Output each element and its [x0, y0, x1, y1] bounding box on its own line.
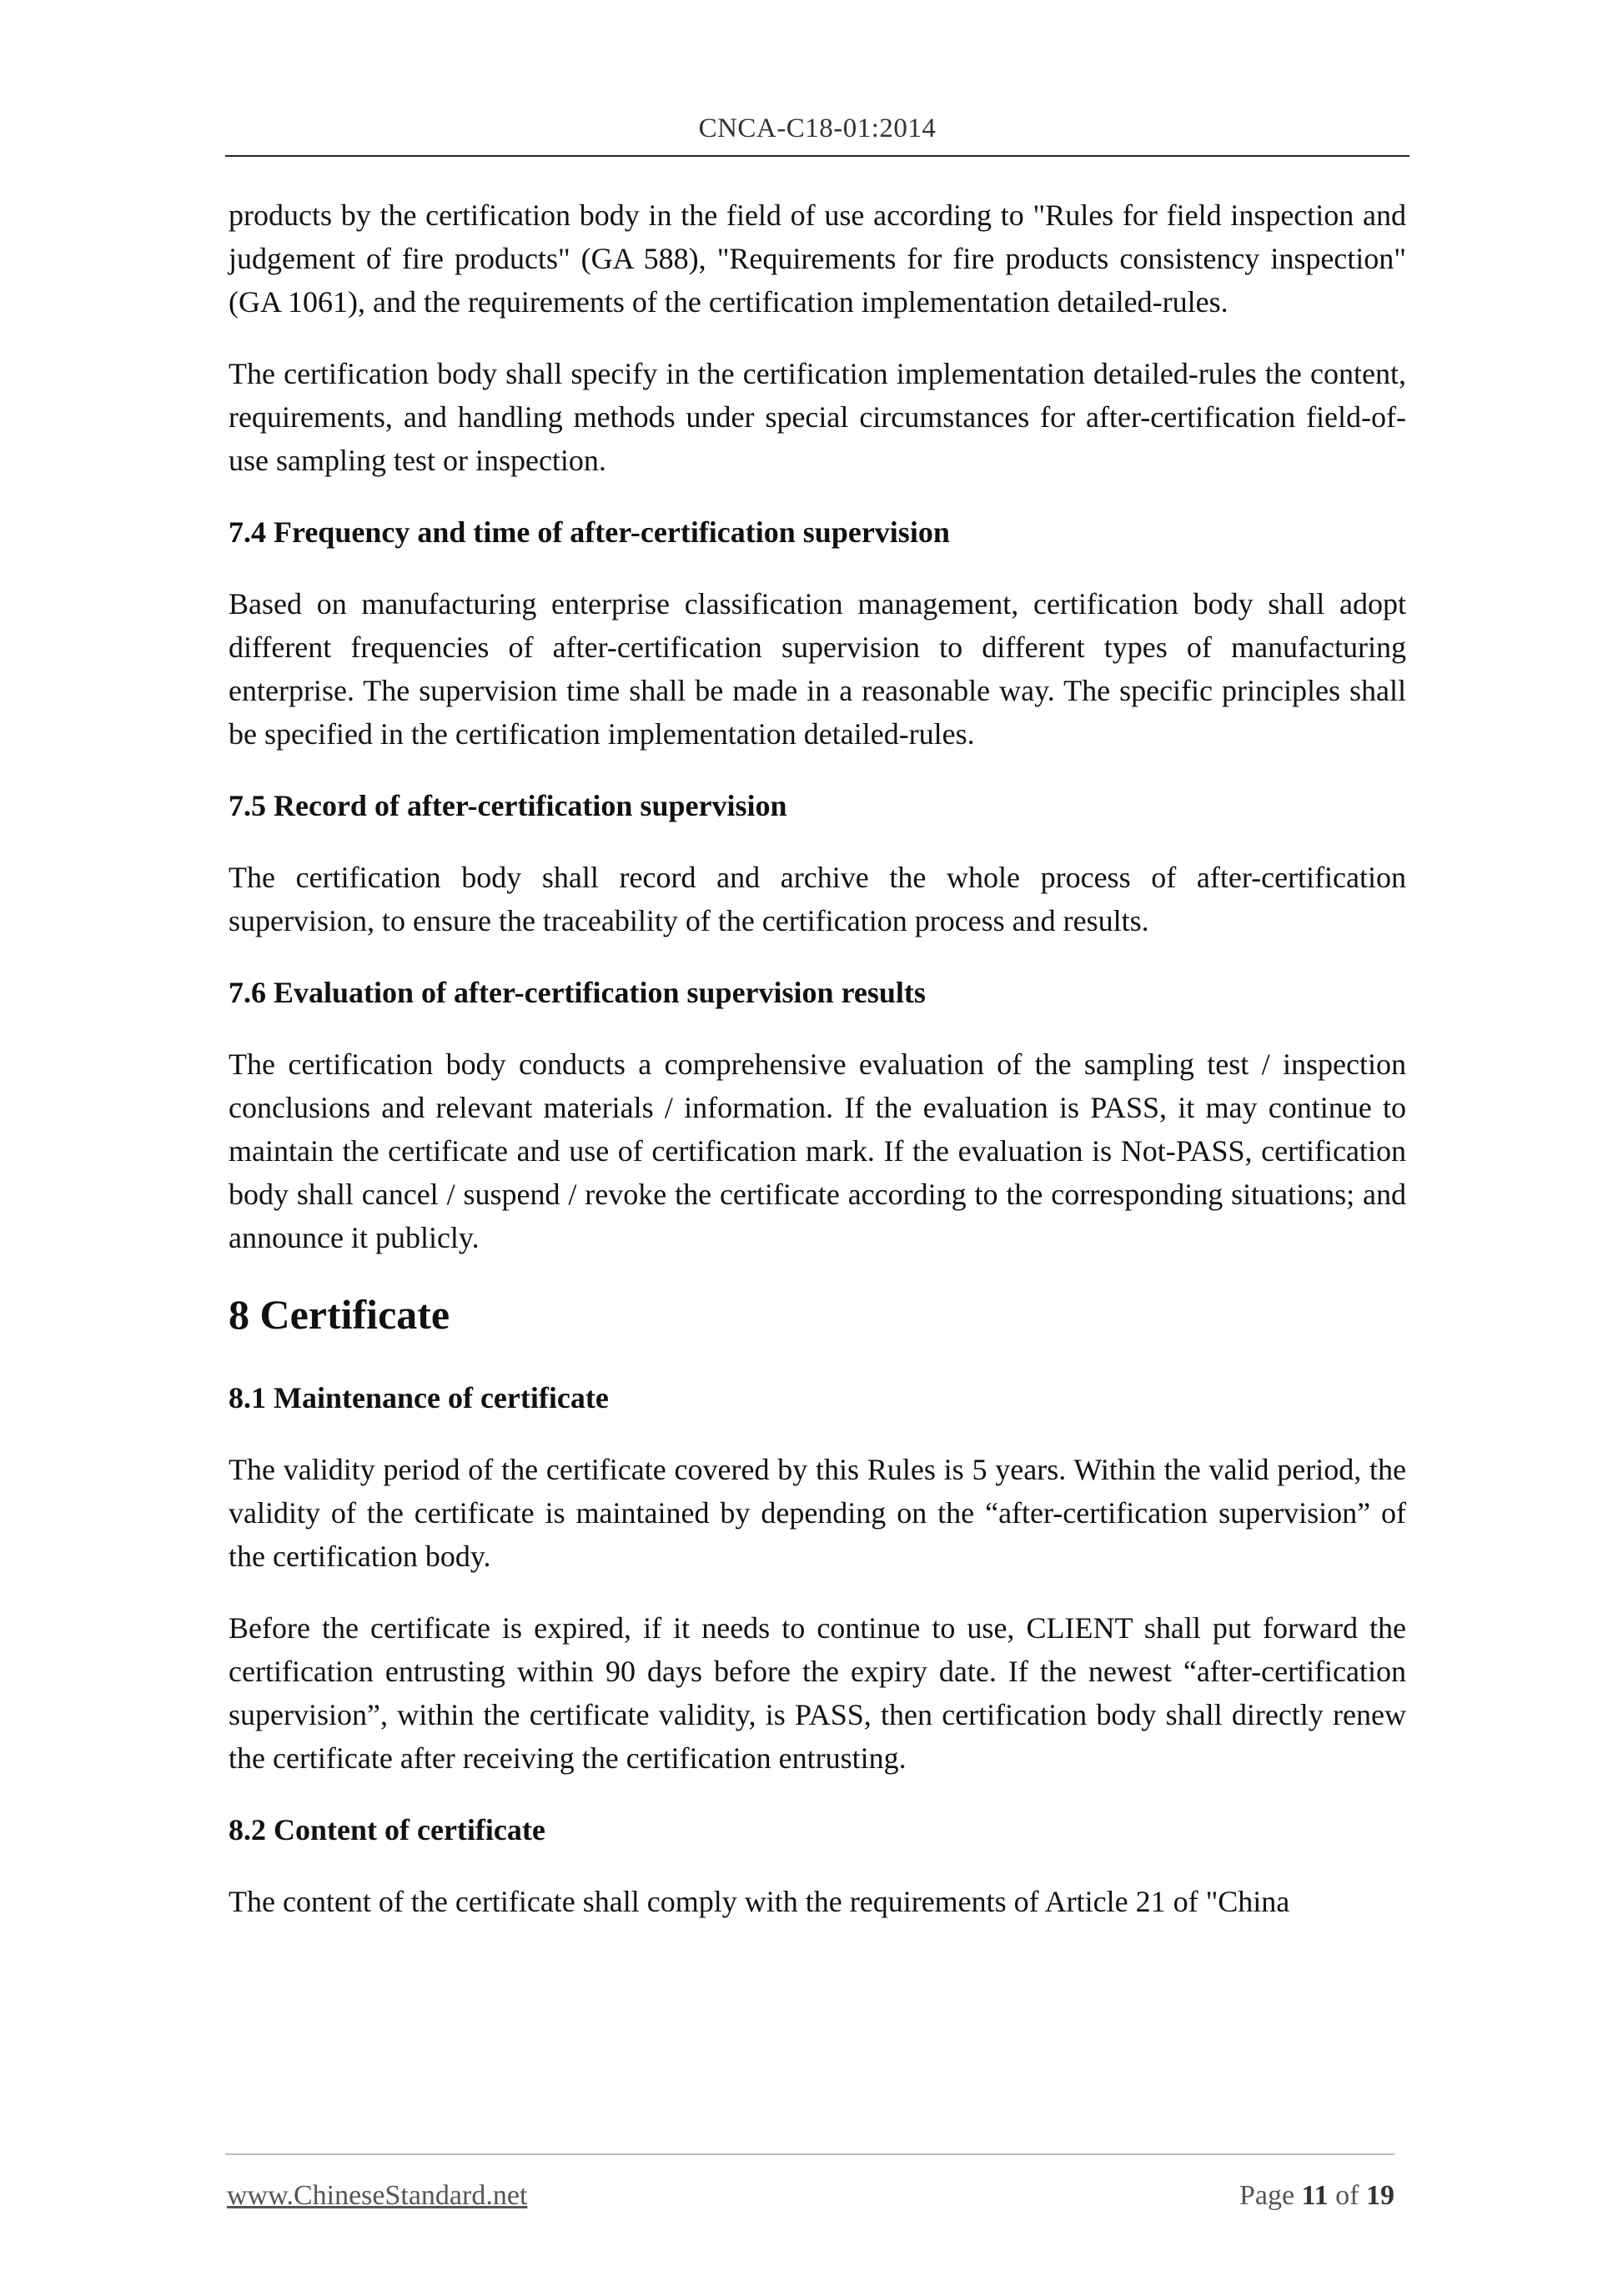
paragraph-renewal: Before the certificate is expired, if it needs to continue to use, CLIENT shall put forward the certification entrusting within 90 days before the expiry date. If the newest “after-certification supervision”, within the certificate validity, is PASS, then certification body shall directly renew the certificate after receiving the certification entrusting. [229, 1611, 1406, 1775]
paragraph-field-inspection: products by the certification body in the field of use according to "Rules for field inspection and judgement of fire products" (GA 588), "Requirements for fire products consistency inspection" (GA 1061), and the requirements of the certification implementation detailed-rules. [229, 198, 1406, 319]
paragraph-certificate-content: The content of the certificate shall comply with the requirements of Article 21 of "China [229, 1885, 1290, 1918]
paragraph-evaluation-results: The certification body conducts a comprehensive evaluation of the sampling test / inspection conclusions and relevant materials / information. If the evaluation is PASS, it may continue to maintain the certificate and use of certification mark. If the evaluation is Not-PASS, certification body shall cancel / suspend / revoke the certificate according to the corresponding situations; and announce it publicly. [229, 1048, 1406, 1254]
heading-7-4: 7.4 Frequency and time of after-certification supervision [229, 515, 950, 549]
paragraph-supervision-frequency: Based on manufacturing enterprise classification management, certification body shall adopt different frequencies of after-certification supervision to different types of manufacturing enterprise. The supervision time shall be made in a reasonable way. The specific principles shall be specified in the certification implementation detailed-rules. [229, 587, 1406, 751]
website-link[interactable]: www.ChineseStandard.net [227, 2180, 528, 2211]
paragraph-validity-period: The validity period of the certificate covered by this Rules is 5 years. Within the valid period, the validity of the certificate is maintained by depending on the “after-certification supervision” of the certification body. [229, 1453, 1406, 1573]
heading-7-5: 7.5 Record of after-certification supervision [229, 789, 787, 822]
heading-8-2: 8.2 Content of certificate [229, 1813, 545, 1846]
page-footer [225, 2153, 1394, 2211]
page-number [1239, 2180, 1394, 2212]
of-label: of [1335, 2180, 1359, 2211]
document-body [229, 193, 1406, 1952]
paragraph-supervision-record: The certification body shall record and archive the whole process of after-certification supervision, to ensure the traceability of the certification process and results. [229, 861, 1406, 937]
heading-8-1: 8.1 Maintenance of certificate [229, 1381, 609, 1414]
document-code: CNCA-C18-01:2014 [698, 113, 937, 143]
page-header [225, 113, 1409, 157]
heading-7-6: 7.6 Evaluation of after-certification supervision results [229, 976, 926, 1009]
paragraph-sampling-specification: The certification body shall specify in the certification implementation detailed-rules the content, requirements, and handling methods under special circumstances for after-certification field-of-use sampling test or inspection. [229, 357, 1406, 477]
heading-8-certificate: 8 Certificate [229, 1291, 450, 1338]
total-pages: 19 [1366, 2180, 1394, 2211]
current-page: 11 [1301, 2180, 1329, 2211]
page-label: Page [1239, 2180, 1295, 2211]
